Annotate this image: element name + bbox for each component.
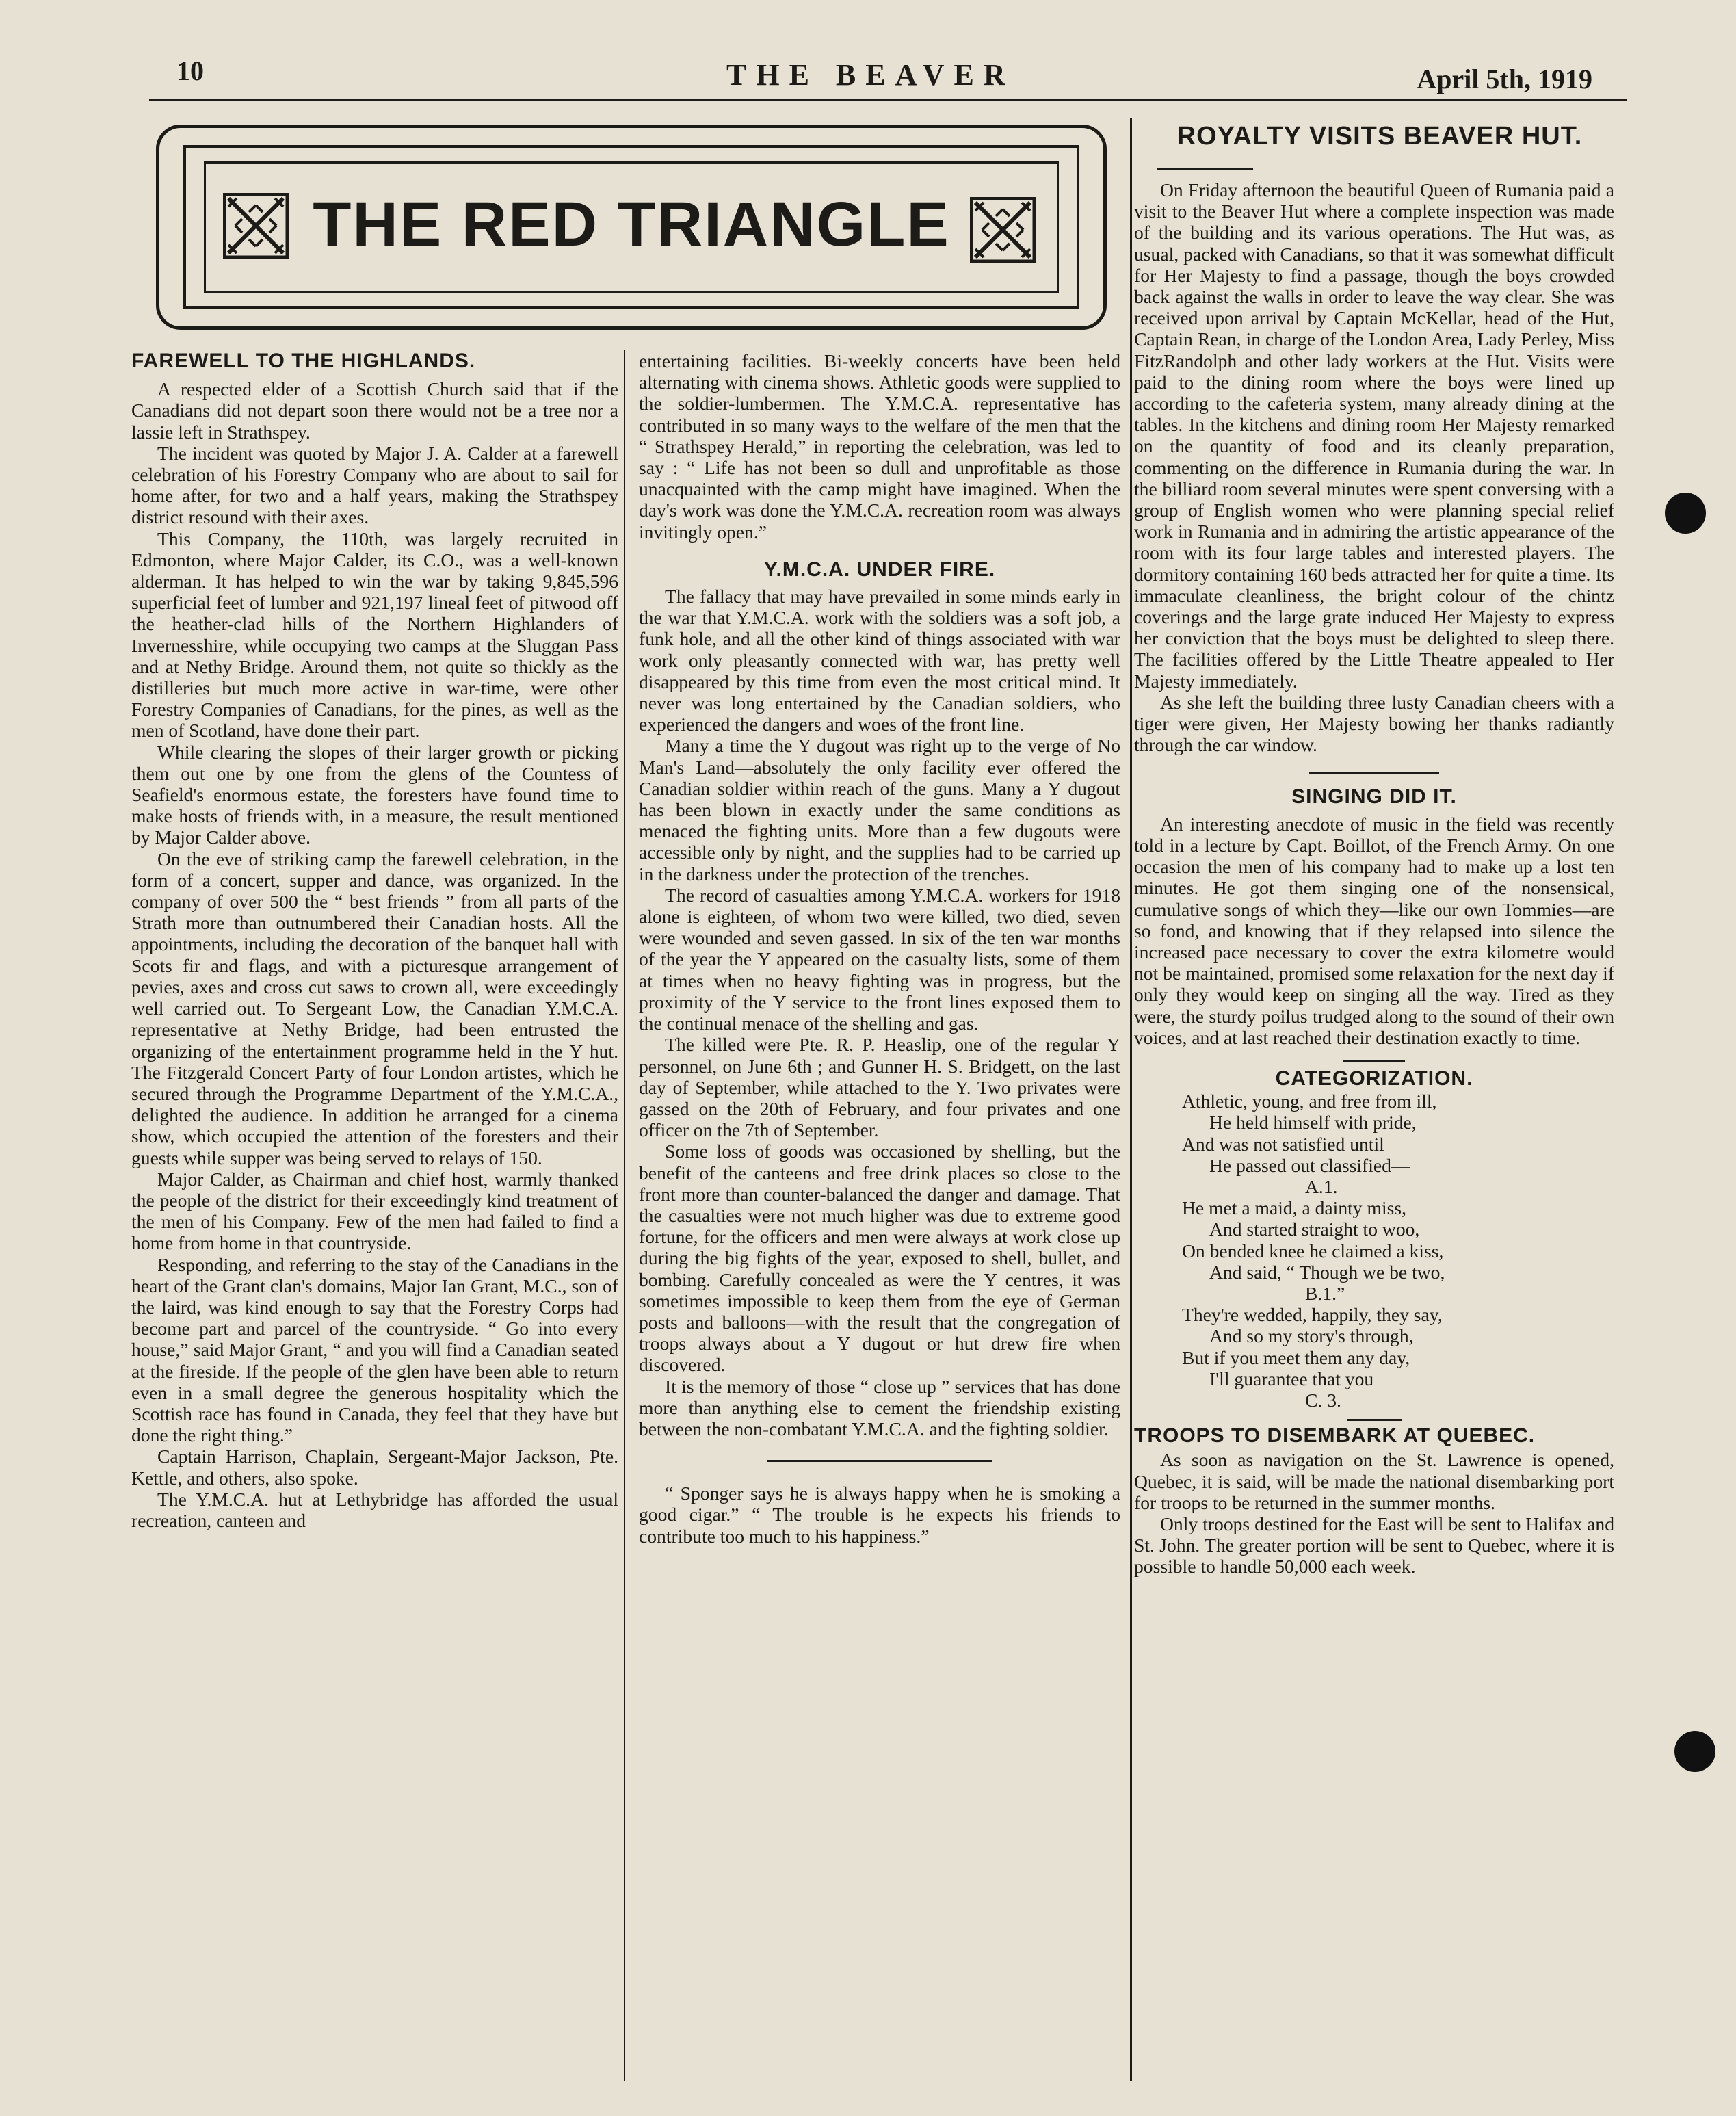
section-separator: [1309, 772, 1439, 774]
ymca-under-fire-heading: Y.M.C.A. UNDER FIRE.: [763, 558, 996, 581]
binder-hole-icon: [1665, 493, 1706, 534]
royalty-heading: ROYALTY VISITS BEAVER HUT.: [1176, 122, 1583, 151]
article-paragraph: An interesting anecdote of music in the field was recently told in a lecture by Capt. Boillot, of the French Army. On one occasion the men of his company had to make up a lost ten minutes. He got them singing one of the nonsensical, cumulative songs of which they—like our own Tommies—are so fond, and knowing that if they relapsed into silence the increased pace necessary to cover the extra kilometre would not be maintained, promised some relaxation for the next day if only they would keep on singing all the way. Tired as they were, the sturdy poilus trudged along to the sound of their own voices, and at last reached their destination exactly to time.: [1134, 813, 1614, 1048]
article-paragraph: The fallacy that may have prevailed in some minds early in the war that Y.M.C.A. work with the soldiers was a soft job, a funk hole, and all the other kind of things associated with war work only pleasantly connected with war, has pretty well disappeared by this time from even the most critical mind. It never was long entertained by the Canadian soldiers, who experienced the dangers and woes of the front line.: [639, 586, 1120, 735]
red-triangle-ornament-icon: [223, 193, 289, 259]
poem-line: I'll guarantee that you: [1209, 1368, 1374, 1389]
masthead: THE BEAVER: [726, 58, 1015, 92]
article-paragraph: Responding, and referring to the stay of the Canadians in the heart of the Grant clan's domains, Major Ian Grant, M.C., son of the laird, was kind enough to say that the Forestry Corps had become part and parcel of the countryside. “ Go into every house,” said Major Grant, “ and you will find a Canadian seated at the fireside. If the people of the glen have been able to return even in a small degree the generous hospitality which the Scottish race has found in Canada, they feel that they have but done the right thing.”: [131, 1253, 618, 1446]
poem-line: On bended knee he claimed a kiss,: [1182, 1240, 1444, 1262]
article-paragraph: It is the memory of those “ close up ” services that has done more than anything else to cement the friendship existing between the non-combatant Y.M.C.A. and the fighting soldier.: [639, 1375, 1120, 1439]
poem: [1134, 1090, 1614, 1411]
article-paragraph: Only troops destined for the East will be sent to Halifax and St. John. The greater portion will be sent to Quebec, where it is possible to handle 50,000 each week.: [1134, 1513, 1614, 1578]
article-paragraph: The incident was quoted by Major J. A. Calder at a farewell celebration of his Forestry Company who are about to sail for home after, for two and a half years, making the Strathspey district resound with their axes.: [131, 442, 618, 528]
article-paragraph: On the eve of striking camp the farewell celebration, in the form of a concert, supper and dance, was organized. In the company of over 500 the “ best friends ” from all parts of the Strath more than outnumbered their Canadian hosts. All the appointments, including the decoration of the banquet hall with Scots fir and flags, and with a picturesque arrangement of pevies, axes and cross cut saws to crown all, were exceedingly well carried out. To Sergeant Low, the Canadian Y.M.C.A. representative at Nethy Bridge, had been entrusted the organizing of the entertainment programme held in the Y hut. The Fitzgerald Concert Party of four London artistes, which he secured through the Programme Department of the Y.M.C.A., delighted the audience. In addition he arranged for a cinema show, which occupied the attention of the foresters and their guests while supper was being served to relays of 150.: [131, 848, 618, 1168]
article-paragraph: Many a time the Y dugout was right up to the verge of No Man's Land—absolutely the only facility ever offered the Canadian soldier within reach of the guns. Many a Y dugout has been blown in exactly under the same conditions as menaced the fighting units. More than a few dugouts were accessible only by night, and the supplies had to be carried up in the darkness under the protection of the trenches.: [639, 735, 1120, 885]
poem-line: And started straight to woo,: [1209, 1218, 1420, 1240]
column-2: [639, 350, 1120, 1547]
section-separator: [767, 1460, 992, 1462]
article-paragraph: The killed were Pte. R. P. Heaslip, one of the regular Y personnel, on June 6th ; and Gunner H. S. Bridgett, on the last day of September, while attached to the Y. Two privates were gassed on the 20th of February, and four privates and one officer on the 7th of September.: [639, 1034, 1120, 1141]
article-paragraph: Major Calder, as Chairman and chief host, warmly thanked the people of the district for their exceedingly kind treatment of the men of his Company. Few of the men had failed to find a home from home in that countryside.: [131, 1168, 618, 1254]
banner-title: THE RED TRIANGLE: [313, 190, 950, 259]
poem-line: They're wedded, happily, they say,: [1182, 1304, 1443, 1326]
poem-line: He held himself with pride,: [1209, 1112, 1417, 1134]
column-3: [1134, 179, 1614, 1578]
page-number: 10: [176, 55, 204, 86]
column-divider-center: [1130, 118, 1132, 2081]
article-continuation: entertaining facilities. Bi-weekly concerts have been held alternating with cinema shows. Athletic goods were supplied to the soldier-lumbermen. The Y.M.C.A. representative has contributed in so many ways to the welfare of the men that the “ Strathspey Herald,” in reporting the celebration, was led to say : “ Life has not been so dull and unprofitable as those unacquainted with the camp might have imagined. When the day's work was done the Y.M.C.A. recreation room was always invitingly open.”: [639, 350, 1120, 543]
issue-date: April 5th, 1919: [1417, 64, 1592, 94]
article-paragraph: On Friday afternoon the beautiful Queen of Rumania paid a visit to the Beaver Hut where a complete inspection was made of the building and its various operations. The Hut was, as usual, packed with Canadians, so that it was somewhat difficult for Her Majesty to find a passage, though the boys crowded back against the walls in order to leave the way clear. She was received upon arrival by Captain McKellar, head of the Hut, Captain Rean, in charge of the London Area, Lady Perley, Miss FitzRandolph and other lady workers at the Hut. Visits were paid to the dining room where the boys were lined up according to the cafeteria system, many already dining at the tables. In the kitchens and dining room Her Majesty remarked on the quantity of food and its cleanly preparation, commenting on the difference in Rumania during the war. In the billiard room several minutes were spent conversing with a group of English women who were planning special relief work in Rumania and in admiring the artistic appearance of the room with its four large tables and interested players. The dormitory containing 160 beds attracted her for quite a time. Its immaculate cleanliness, the bright colour of the chintz coverings and the large grate induced Her Majesty to express her conviction that the boys must be delighted to sleep there. The facilities offered by the Little Theatre appealed to Her Majesty immediately.: [1134, 179, 1614, 692]
poem-line: And was not satisfied until: [1182, 1133, 1384, 1155]
poem-line: B.1.”: [1305, 1282, 1345, 1304]
poem-line: And so my story's through,: [1209, 1325, 1414, 1347]
article-paragraph: The record of casualties among Y.M.C.A. workers for 1918 alone is eighteen, of whom two were killed, two died, seven were wounded and seven gassed. In six of the ten war months of the year the Y appeared on the casualty lists, some of them at times when no heavy fighting was in progress, but the proximity of the Y service to the front lines exposed them to the continual menace of the shelling and gas.: [639, 884, 1120, 1034]
royalty-heading-rule: [1157, 168, 1253, 170]
red-triangle-ornament-icon: [970, 197, 1036, 263]
poem-line: Athletic, young, and free from ill,: [1182, 1090, 1437, 1112]
section-separator: [1343, 1060, 1405, 1062]
section-separator: [1347, 1419, 1402, 1421]
article-paragraph: As she left the building three lusty Canadian cheers with a tiger were given, Her Majesty bowing her thanks radiantly through the car window.: [1134, 691, 1614, 756]
singing-heading: SINGING DID IT.: [1291, 785, 1457, 809]
poem-line: C. 3.: [1305, 1389, 1341, 1411]
poem-line: A.1.: [1305, 1175, 1338, 1197]
article-paragraph: The Y.M.C.A. hut at Lethybridge has afforded the usual recreation, canteen and: [131, 1488, 618, 1531]
poem-line: He passed out classified—: [1209, 1154, 1410, 1176]
poem-line: But if you meet them any day,: [1182, 1346, 1410, 1368]
categorization-heading: CATEGORIZATION.: [1275, 1067, 1473, 1090]
header-rule: [149, 99, 1627, 101]
column-1: [131, 350, 618, 1531]
article-paragraph: A respected elder of a Scottish Church said that if the Canadians did not depart soon there would not be a tree nor a lassie left in Strathspey.: [131, 378, 618, 443]
article-paragraph: Some loss of goods was occasioned by shelling, but the benefit of the canteens and free drink places so close to the front more than counter-balanced the danger and damage. That the casualties were not much higher was due to extreme good fortune, for the officers and men were always at work close up during the big fights of the year, exposed to shell, bullet, and bombing. Carefully concealed as were the Y centres, it was sometimes impossible to keep them from the eye of German posts and balloons—with the result that the congregation of troops always about a Y dugout or hut drew fire when discovered.: [639, 1140, 1120, 1376]
article-paragraph: This Company, the 110th, was largely recruited in Edmonton, where Major Calder, its C.O., was a well-known alderman. It has helped to win the war by taking 9,845,596 superficial feet of lumber and 921,197 lineal feet of pitwood off the heather-clad hills of the Northern Highlanders of Invernesshire, while occupying two camps at the Sluggan Pass and at Nethy Bridge. Around them, not quite so thickly as the distilleries but much more active in war-time, were other Forestry Companies of Canadians, for the pines, as well as the men of Scotland, have done their part.: [131, 527, 618, 742]
column-divider-left: [624, 350, 625, 2081]
binder-hole-icon: [1674, 1731, 1715, 1772]
poem-line: He met a maid, a dainty miss,: [1182, 1197, 1406, 1219]
article-paragraph: While clearing the slopes of their larger growth or picking them out one by one from the glens of the Countess of Seafield's enormous estate, the foresters have found time to make hosts of friends with, in a measure, the result mentioned by Major Calder above.: [131, 741, 618, 848]
article-paragraph: As soon as navigation on the St. Lawrence is opened, Quebec, it is said, will be made the national disembarking port for troops to be returned in the summer months.: [1134, 1449, 1614, 1513]
poem-line: And said, “ Though we be two,: [1209, 1261, 1445, 1283]
farewell-heading: FAREWELL TO THE HIGHLANDS.: [131, 350, 476, 372]
article-paragraph: Captain Harrison, Chaplain, Sergeant-Major Jackson, Pte. Kettle, and others, also spoke.: [131, 1446, 618, 1489]
joke-paragraph: “ Sponger says he is always happy when he is smoking a good cigar.” “ The trouble is he expects his friends to contribute too much to his happiness.”: [639, 1482, 1120, 1547]
quebec-heading: TROOPS TO DISEMBARK AT QUEBEC.: [1134, 1424, 1536, 1448]
